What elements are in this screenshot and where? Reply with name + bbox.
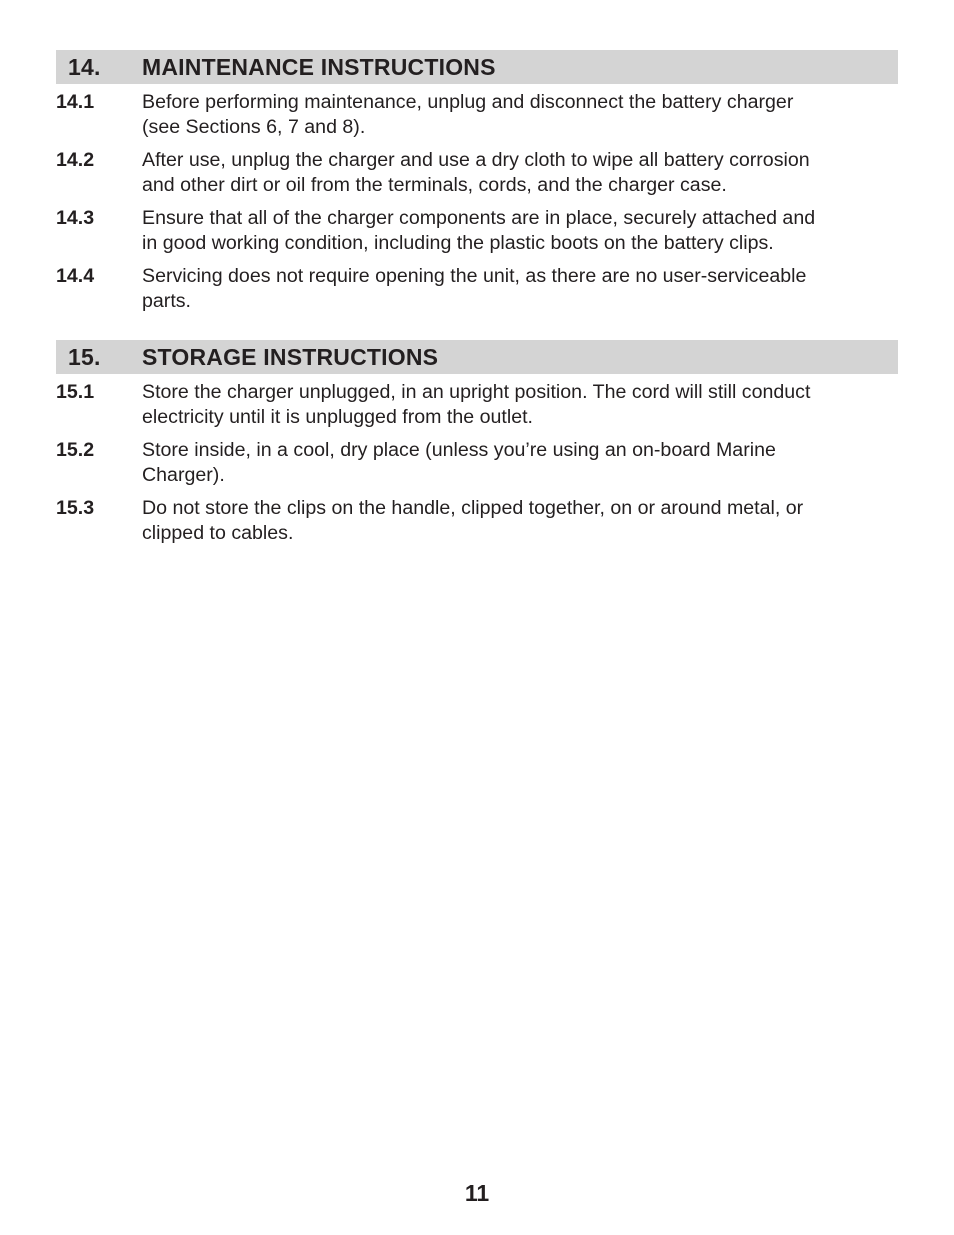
section-title: MAINTENANCE INSTRUCTIONS — [142, 54, 496, 80]
instruction-item — [56, 90, 898, 140]
item-text: After use, unplug the charger and use a dry cloth to wipe all battery corrosion and other dirt or oil from the terminals, cords, and the charger case. — [142, 149, 810, 196]
section-title: STORAGE INSTRUCTIONS — [142, 344, 439, 370]
instruction-item — [56, 148, 898, 198]
item-number: 14.2 — [56, 149, 95, 171]
instruction-item — [56, 264, 898, 314]
instruction-item — [56, 496, 898, 546]
item-text: Do not store the clips on the handle, clipped together, on or around metal, or clipped to cables. — [142, 497, 804, 544]
item-number: 14.4 — [56, 265, 95, 287]
item-number: 14.3 — [56, 207, 95, 229]
section-number: 14. — [68, 54, 101, 80]
item-number: 14.1 — [56, 91, 95, 113]
item-text: Store the charger unplugged, in an upright position. The cord will still conduct electricity until it is unplugged from the outlet. — [142, 381, 811, 428]
instruction-item — [56, 438, 898, 488]
item-number: 15.3 — [56, 497, 95, 519]
instruction-item — [56, 206, 898, 256]
item-number: 15.2 — [56, 439, 95, 461]
section-maintenance-instructions — [56, 50, 898, 322]
section-number: 15. — [68, 344, 101, 370]
instruction-item — [56, 380, 898, 430]
page-number: 11 — [464, 1180, 490, 1206]
item-text: Store inside, in a cool, dry place (unless you’re using an on-board Marine Charger). — [142, 439, 776, 486]
item-text: Servicing does not require opening the unit, as there are no user-serviceable parts. — [142, 265, 807, 312]
section-storage-instructions — [56, 340, 898, 554]
item-text: Before performing maintenance, unplug and disconnect the battery charger (see Sections 6, 7 and 8). — [142, 91, 794, 138]
item-number: 15.1 — [56, 381, 95, 403]
section-header — [56, 340, 898, 374]
item-text: Ensure that all of the charger components are in place, securely attached and in good working condition, including the plastic boots on the battery clips. — [142, 207, 816, 254]
section-header — [56, 50, 898, 84]
